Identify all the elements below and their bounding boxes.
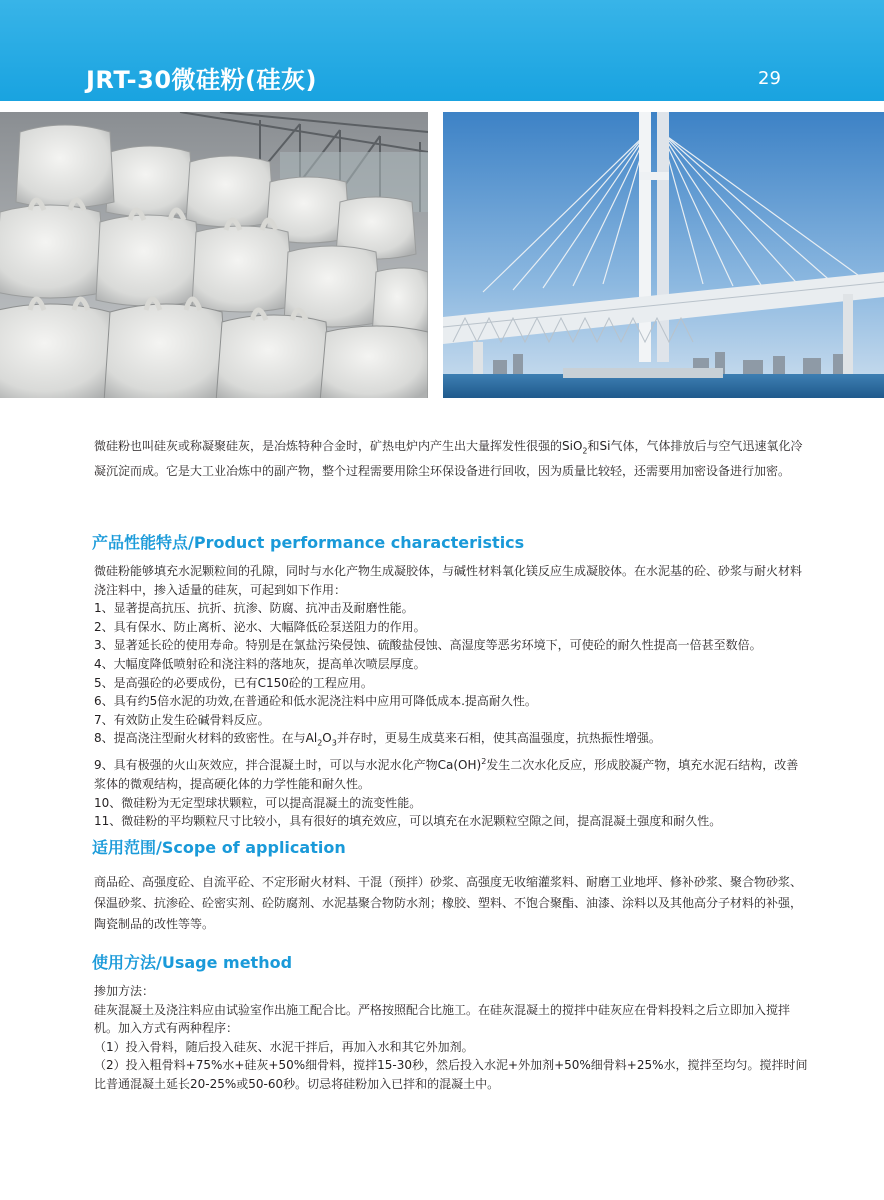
list-item: 6、具有约5倍水泥的功效,在普通砼和低水泥浇注料中应用可降低成本.提高耐久性。 [94,694,537,709]
list-item: 1、显著提高抗压、抗折、抗渗、防腐、抗冲击及耐磨性能。 [94,601,414,616]
list-item: 4、大幅度降低喷射砼和浇注料的落地灰，提高单次喷层厚度。 [94,656,426,671]
usage-paragraphs [94,982,810,1094]
list-item: 11、微硅粉的平均颗粒尺寸比较小，具有很好的填充效应，可以填充在水泥颗粒空隙之间，提高混凝土强度和耐久性。 [94,814,722,829]
bridge-photo [443,112,884,398]
list-item: 7、有效防止发生砼碱骨料反应。 [94,712,270,727]
usage-line: 硅灰混凝土及浇注料应由试验室作出施工配合比。严格按照配合比施工。在硅灰混凝土的搅拌中硅灰应在骨料投料之后立即加入搅拌机。加入方式有两种程序： [94,1002,791,1036]
silica-fume-bags-photo [0,112,428,398]
scope-paragraph: 商品砼、高强度砼、自流平砼、不定形耐火材料、干混（预拌）砂浆、高强度无收缩灌浆料、耐磨工业地坪、修补砂浆、聚合物砂浆、保温砂浆、抗渗砼、砼密实剂、砼防腐剂、水泥基聚合物防水剂；橡胶、塑料、不饱合聚酯、油漆、涂料以及其他高分子材料的补强，陶瓷制品的改性等等。 [94,875,803,931]
performance-list [94,562,810,831]
intro-paragraph: 微硅粉也叫硅灰或称凝聚硅灰，是冶炼特种合金时，矿热电炉内产生出大量挥发性很强的SiO$_2$和Si气体，气体排放后与空气迅速氧化冷凝沉淀而成。它是大工业冶炼中的副产物，整个过程需要用除尘环保设备进行回收，因为质量比较轻，还需要用加密设备进行加密。 [94,439,803,479]
list-item: 2、具有保水、防止离析、泌水、大幅降低砼泵送阻力的作用。 [94,619,426,634]
scope-section-title: 适用范围/Scope of application [92,838,346,857]
performance-section-title: 产品性能特点/Product performance characteristics [92,533,525,552]
page-title: JRT-30微硅粉(硅灰) [86,66,317,94]
list-item: 5、是高强砼的必要成份，已有C150砼的工程应用。 [94,675,373,690]
list-item: 9、具有极强的火山灰效应，拌合混凝土时，可以与水泥水化产物Ca(OH)$^2$发生二次水化反应，形成胶凝产物，填充水泥石结构，改善浆体的微观结构，提高硬化体的力学性能和耐久性。 [94,757,799,791]
usage-line: （2）投入粗骨料+75%水+硅灰+50%细骨料，搅拌15-30秒，然后投入水泥+外加剂+50%细骨料+25%水，搅拌至均匀。搅拌时间比普通混凝土延长20-25%或50-60秒。切忌将硅粉加入已拌和的混凝土中。 [94,1058,808,1091]
usage-line: （1）投入骨料，随后投入硅灰、水泥干拌后，再加入水和其它外加剂。 [94,1039,474,1054]
usage-section-title: 使用方法/Usage method [92,953,293,972]
list-item: 8、提高浇注型耐火材料的致密性。在与$Al_2O_3$并存时，更易生成莫来石相，使其高温强度，抗热振性增强。 [94,731,661,748]
usage-line: 掺加方法： [94,984,155,998]
page-header [0,0,884,101]
performance-lead: 微硅粉能够填充水泥颗粒间的孔隙，同时与水化产物生成凝胶体，与碱性材料氧化镁反应生成凝胶体。在水泥基的砼、砂浆与耐火材料浇注料中，掺入适量的硅灰，可起到如下作用： [94,564,803,597]
list-item: 3、显著延长砼的使用寿命。特别是在氯盐污染侵蚀、硫酸盐侵蚀、高湿度等恶劣环境下，可使砼的耐久性提高一倍甚至数倍。 [94,638,762,653]
page-number: 29 [758,68,781,89]
list-item: 10、微硅粉为无定型球状颗粒，可以提高混凝土的流变性能。 [94,795,422,810]
